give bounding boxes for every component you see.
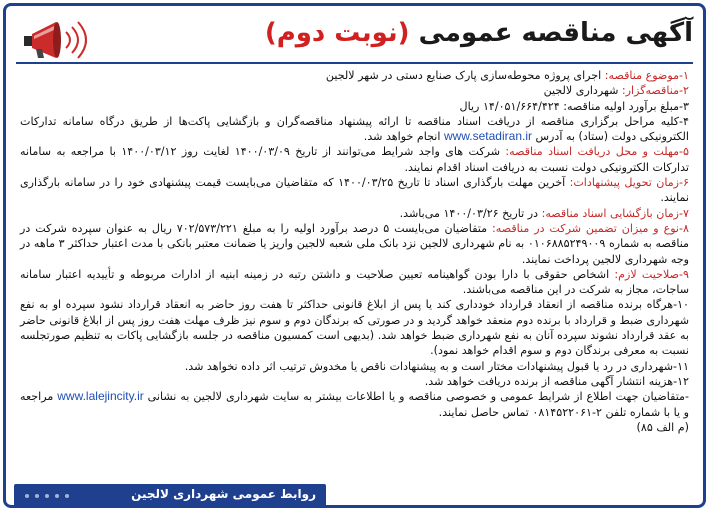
item-1 [20, 68, 689, 83]
item-10-text: ۱۰-هرگاه برنده مناقصه از انعقاد قرارداد خودداری کند یا پس از ابلاغ قانونی حداکثر تا هفت روز حاضر به انعقاد قرارداد نشود سپرده او به نفع شهرداری ضبط و قرارداد با برنده دوم منعقد خواهد گردید و در صورتی که برندگان دوم و سوم نیز ظرف مهلت هفت روز پس از ابلاغ قانونی حاضر به عقد قرارداد نشوند سپرده آنان به نفع شهرداری ضبط خواهد شد. (بدیهی است کمسیون مناقصه در جلسه بازگشایی پاکات به تنظیم صورتجلسه نسبت به معرفی برندگان دوم و سوم اقدام خواهد نمود). [20, 298, 689, 358]
decorative-dots-icon [22, 491, 142, 501]
ad-header [14, 14, 707, 62]
item-8-label: ۸-نوع و میزان تضمین شرکت در مناقصه: [492, 221, 689, 235]
item-3 [20, 99, 689, 114]
item-2-label: ۲-مناقصه‌گزار: [621, 84, 689, 98]
item-11-text: ۱۱-شهرداری در رد یا قبول پیشنهادات مختار است و به پیشنهادات ناقص یا مخدوش ترتیب اثر داده نخواهد شد. [184, 359, 689, 373]
item-6 [20, 175, 689, 206]
item-4-text-after: انجام خواهد شد. [363, 130, 444, 144]
item-9 [20, 267, 689, 298]
ad-title [265, 18, 693, 48]
item-12 [20, 374, 689, 389]
ad-frame [3, 3, 706, 508]
item-3-text: ۳-مبلغ برآورد اولیه مناقصه: ۱۴/۰۵۱/۶۶۴/۴۲۴ ریال [459, 99, 689, 113]
item-9-text: اشخاص حقوقی با دارا بودن گواهینامه تعیین صلاحیت و داشتن رتبه در زمینه ابنیه از ادارات مربوطه و تأییدیه اعتبار سامانه ساجات، مجاز به شرکت در این مناقصه می‌باشند. [20, 267, 689, 297]
footer-text: روابط عمومی شهرداری لالجین [131, 487, 316, 501]
item-4-text-before: ۴-کلیه مراحل برگزاری مناقصه از دریافت اسناد مناقصه تا ارائه پیشنهاد مناقصه‌گران و بازگشایی پاکت‌ها از طریق درگاه سامانه تدارکات الکترونیکی دولت (ستاد) به آدرس [20, 114, 689, 144]
ad-body [20, 68, 689, 435]
lalejincity-link[interactable]: www.lalejincity.ir [57, 389, 144, 404]
item-5 [20, 144, 689, 175]
item-7 [20, 206, 689, 221]
title-round: (نوبت دوم) [264, 18, 410, 48]
item-5-text: شرکت های واجد شرایط می‌توانند از تاریخ ۱۴۰۰/۰۳/۰۹ لغایت روز ۱۴۰۰/۰۳/۱۲ با مراجعه به سامانه تدارکات الکترونیکی دولت نسبت به دریافت اسناد اقدام نمایند. [20, 145, 689, 174]
item-2 [20, 83, 689, 98]
item-5-label: ۵-مهلت و محل دریافت اسناد مناقصه: [505, 145, 689, 159]
item-7-text: در تاریخ ۱۴۰۰/۰۳/۲۶ می‌باشد. [399, 206, 542, 220]
item-11 [20, 359, 689, 374]
item-2-text: شهرداری لالجین [543, 84, 622, 98]
item-6-text: آخرین مهلت بارگذاری اسناد تا تاریخ ۱۴۰۰/۰۳/۲۵ که متقاضیان می‌بایست قیمت پیشنهادی خود را در سامانه بارگذاری نمایند. [20, 176, 689, 205]
ad-reference [20, 420, 689, 435]
header-divider [16, 62, 693, 64]
item-1-text: اجرای پروژه محوطه‌سازی پارک صنایع دستی در شهر لالجین [325, 69, 605, 82]
item-4 [20, 114, 689, 145]
item-7-label: ۷-زمان بازگشایی اسناد مناقصه: [541, 206, 689, 220]
item-8-text: متقاضیان می‌بایست ۵ درصد برآورد اولیه را به مبلغ ۷۰۲/۵۷۳/۲۲۱ ریال به عنوان سپرده شرکت در مناقصه به شماره ۰۱۰۶۸۸۵۲۴۹۰۰۹ به نام شهرداری لالجین نزد بانک ملی شعبه لالجین واریز یا ضمانت معتبر بانکی با مدت اعتبار حداکثر ۳ ماهه در وجه شهرداری لالجین پرداخت نمایند. [20, 221, 689, 266]
item-6-label: ۶-زمان تحویل پیشنهادات: [569, 176, 689, 190]
title-main: آگهی مناقصه عمومی [418, 18, 693, 48]
item-1-label: ۱-موضوع مناقصه: [604, 69, 689, 82]
item-13 [20, 389, 689, 420]
ad-reference-text: (م الف ۸۵) [636, 420, 689, 434]
item-8 [20, 221, 689, 267]
item-13-text-after: مراجعه و یا با شماره تلفن ۲-۰۸۱۴۵۲۲۰۶۱ تماس حاصل نمایند. [20, 390, 689, 419]
setadiran-link[interactable]: www.setadiran.ir [443, 129, 532, 144]
item-13-text-before: -متقاضیان جهت اطلاع از شرایط عمومی و خصوصی مناقصه و یا اطلاعات بیشتر به سایت شهرداری لالجین به نشانی [143, 390, 689, 404]
item-12-text: ۱۲-هزینه انتشار آگهی مناقصه از برنده دریافت خواهد شد. [424, 374, 689, 388]
item-10 [20, 297, 689, 358]
megaphone-icon [22, 16, 114, 60]
item-9-label: ۹-صلاحیت لازم: [614, 267, 689, 281]
footer-banner [14, 484, 326, 508]
